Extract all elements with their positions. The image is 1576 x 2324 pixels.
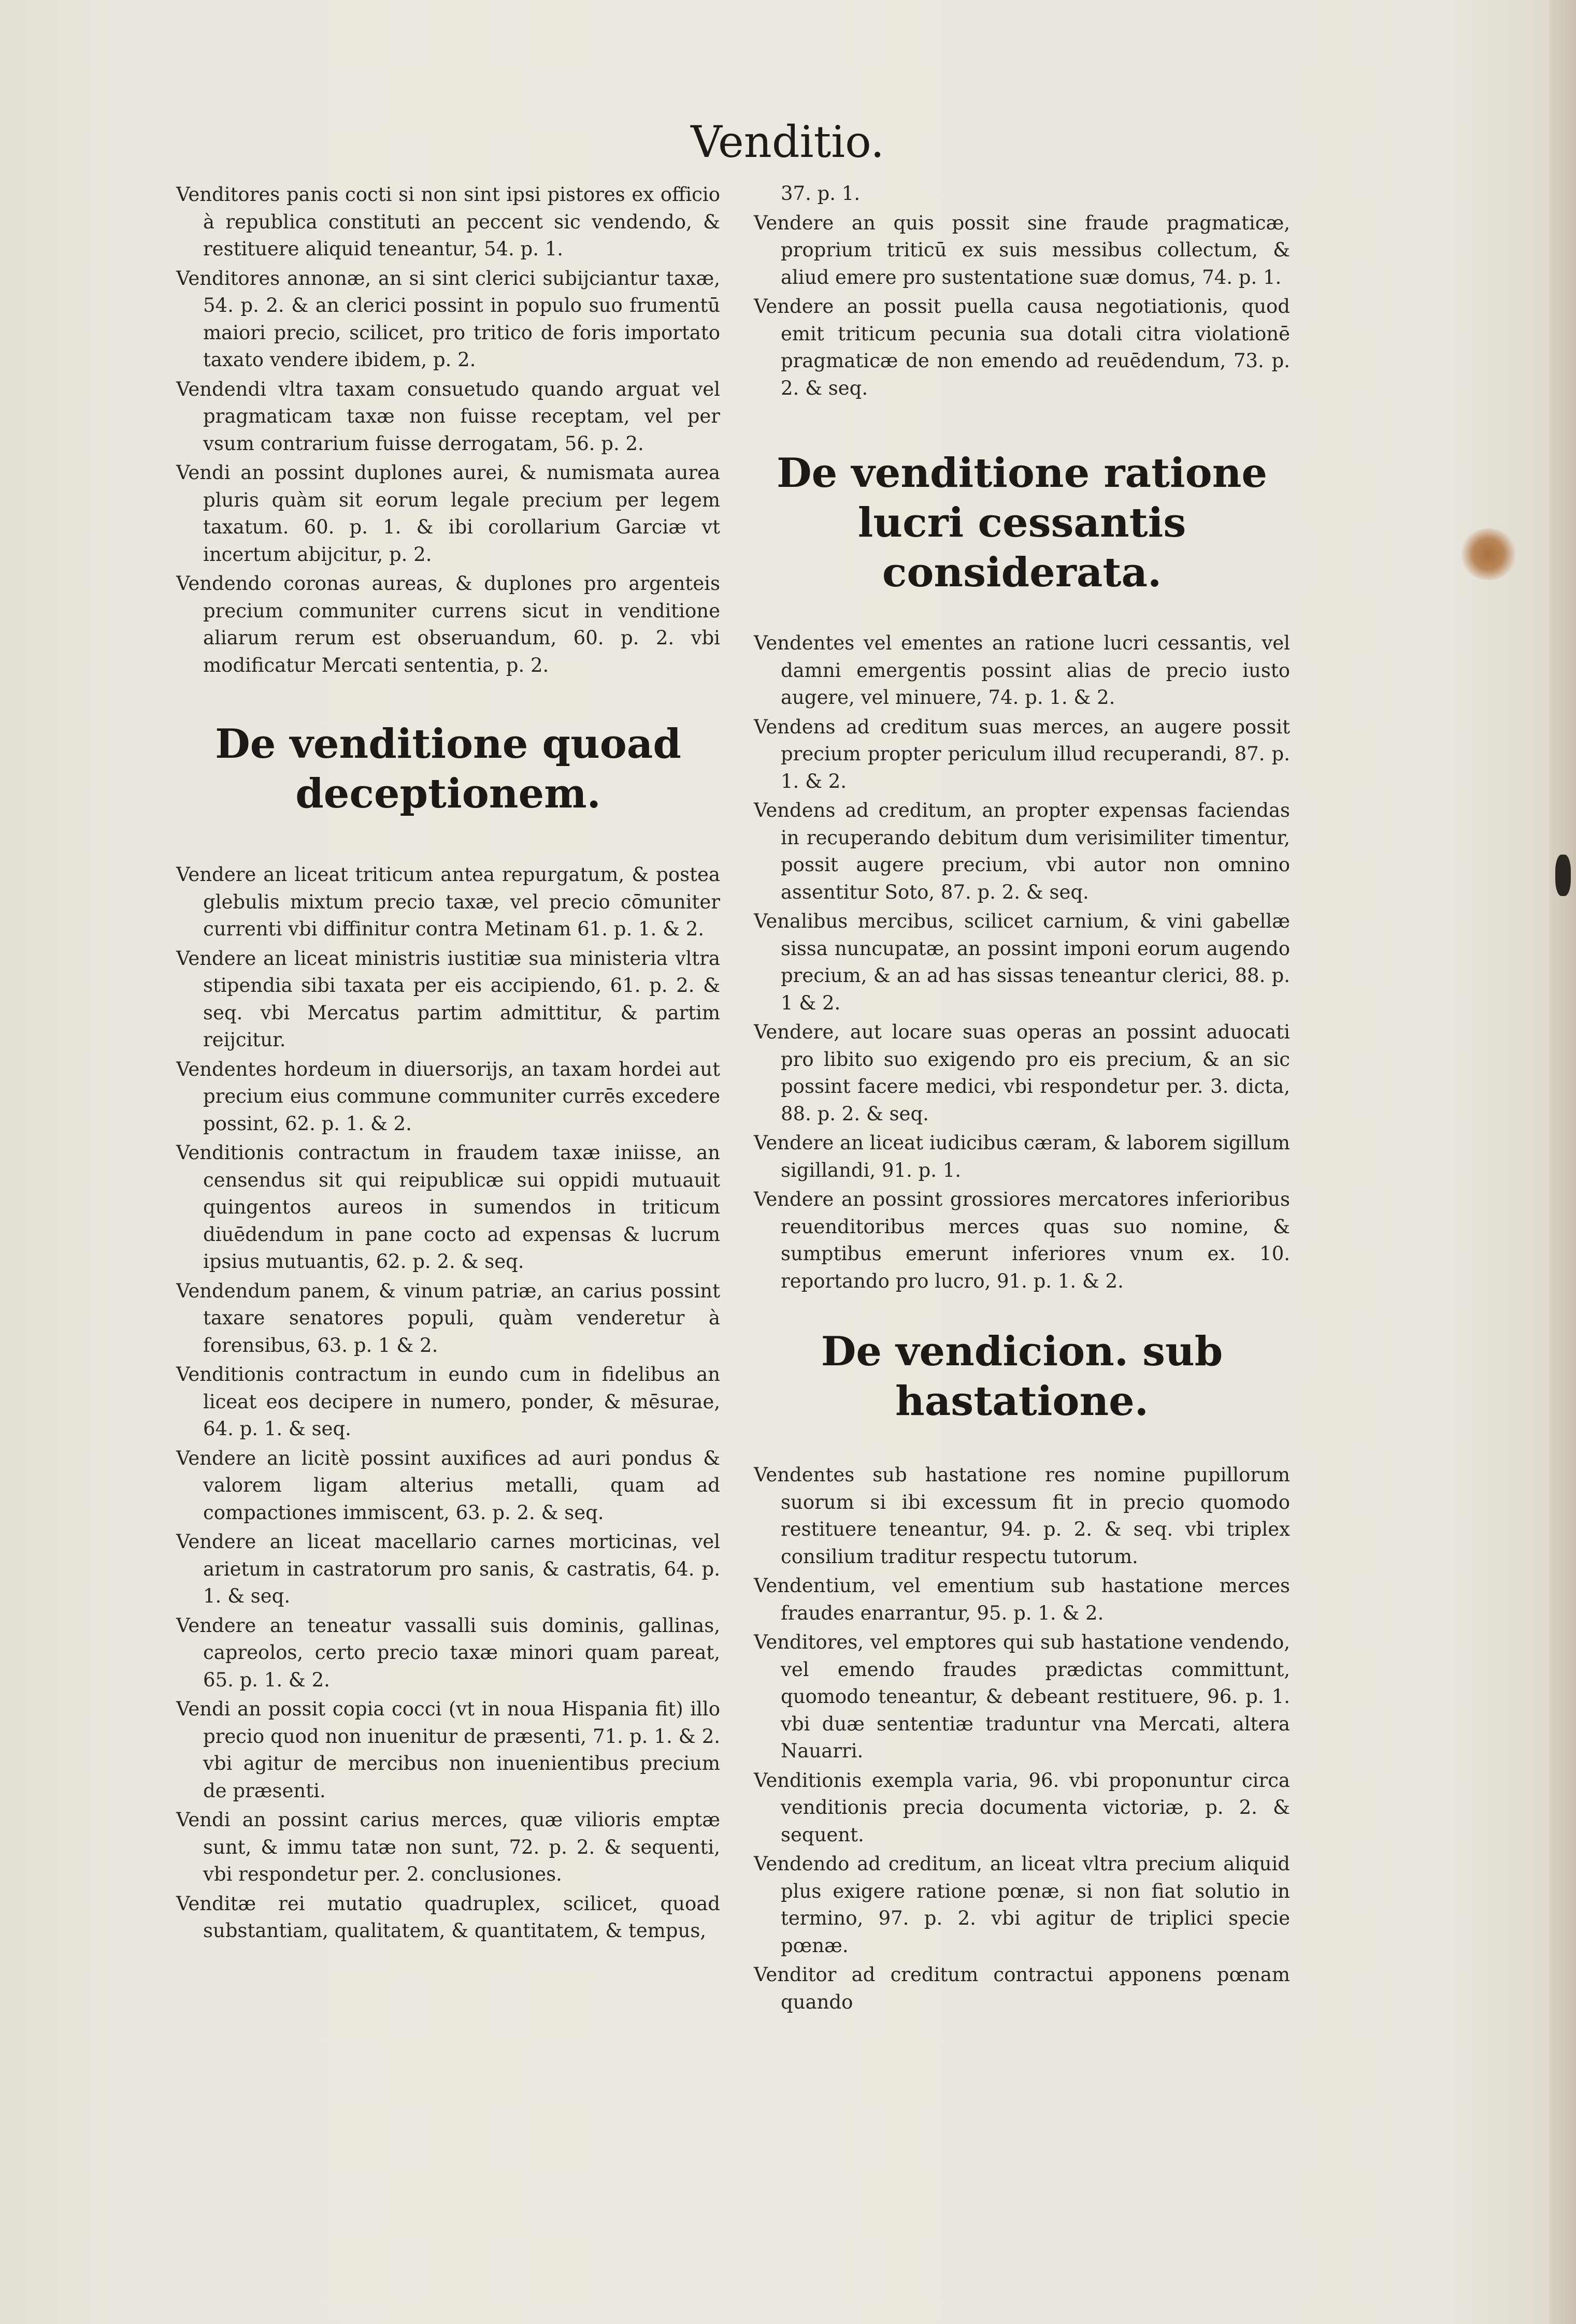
index-entry: Vendendo coronas aureas, & duplones pro argenteis precium communiter currens sicut in venditione aliarum rerum est obseruandum, 60. p. 2. vbi modificatur Mercati sententia, p. 2. <box>176 572 720 676</box>
index-entry: Venditionis contractum in fraudem taxæ iniisse, an censendus sit qui reipublicæ sui oppidi mutuauit quingentos aureos in sumendos in triticum diuēdendum in pane cocto ad expensas & lucrum ipsius mutuantis, 62. p. 2. & seq. <box>176 1142 720 1273</box>
index-entry: Vendere an liceat triticum antea repurgatum, & postea glebulis mixtum precio taxæ, vel precio cōmuniter currenti vbi diffinitur contra Metinam 61. p. 1. & 2. <box>176 863 720 940</box>
index-entry: Vendendi vltra taxam consuetudo quando arguat vel pragmaticam taxæ non fuisse receptam, vel per vsum contrarium fuisse derrogatam, 56. p. 2. <box>176 378 720 455</box>
index-entry: Vendentium, vel ementium sub hastatione merces fraudes enarrantur, 95. p. 1. & 2. <box>754 1575 1290 1624</box>
index-entry: Vendere an liceat ministris iustitiæ sua ministeria vltra stipendia sibi taxata per eis accipiendo, 61. p. 2. & seq. vbi Mercatus partim admittitur, & partim reijcitur. <box>176 947 720 1051</box>
index-entry: Venditores annonæ, an si sint clerici subijciantur taxæ, 54. p. 2. & an clerici possint in populo suo frumentū maiori precio, scilicet, pro tritico de foris importato taxato vendere ibidem, p. 2. <box>176 267 720 371</box>
index-entry: Venditionis exempla varia, 96. vbi proponuntur circa venditionis precia documenta victoriæ, p. 2. & sequent. <box>754 1769 1290 1846</box>
index-entry: Vendere an possint grossiores mercatores inferioribus reuenditoribus merces quas suo nomine, & sumptibus emerunt inferiores vnum ex. 10. reportando pro lucro, 91. p. 1. & 2. <box>754 1188 1290 1292</box>
index-entry: Vendere an possit puella causa negotiationis, quod emit triticum pecunia sua dotali citra violationē pragmaticæ de non emendo ad reuēdendum, 73. p. 2. & seq. <box>754 295 1290 399</box>
index-entry: Vendi an possint duplones aurei, & numismata aurea pluris quàm sit eorum legale precium per legem taxatum. 60. p. 1. & ibi corollarium Garciæ vt incertum abijcitur, p. 2. <box>176 461 720 566</box>
index-entry: Vendi an possint carius merces, quæ vilioris emptæ sunt, & immu tatæ non sunt, 72. p. 2. & sequenti, vbi respondetur per. 2. conclusiones. <box>176 1809 720 1885</box>
binding-hole <box>1555 855 1571 896</box>
index-entry: Vendere an licitè possint auxifices ad auri pondus & valorem ligam alterius metalli, quam ad compactiones immiscent, 63. p. 2. & seq. <box>176 1447 720 1524</box>
left-column <box>176 181 720 1947</box>
index-entry: Vendentes vel ementes an ratione lucri cessantis, vel damni emergentis possint alias de precio iusto augere, vel minuere, 74. p. 1. & 2. <box>754 632 1290 709</box>
index-entry: Vendere, aut locare suas operas an possint aduocati pro libito suo exigendo pro eis precium, & an sic possint facere medici, vbi respondetur per. 3. dicta, 88. p. 2. & seq. <box>754 1021 1290 1125</box>
index-entry: Vendens ad creditum suas merces, an augere possit precium propter periculum illud recuperandi, 87. p. 1. & 2. <box>754 715 1290 792</box>
foxing-stain <box>1460 528 1517 580</box>
index-entry: Venditæ rei mutatio quadruplex, scilicet, quoad substantiam, qualitatem, & quantitatem, & tempus, <box>176 1892 720 1942</box>
section-title-lucri-cessantis: De venditione ratione lucri cessantis considerata. <box>776 450 1268 596</box>
index-entry: Venalibus mercibus, scilicet carnium, & vini gabellæ sissa nuncupatæ, an possint imponi eorum augendo precium, & an ad has sissas teneantur clerici, 88. p. 1 & 2. <box>754 910 1290 1014</box>
running-head: Venditio. <box>691 117 884 167</box>
index-entry: Vendere an liceat macellario carnes morticinas, vel arietum in castratorum pro sanis, & castratis, 64. p. 1. & seq. <box>176 1531 720 1607</box>
index-entry: Venditionis contractum in eundo cum in fidelibus an liceat eos decipere in numero, ponder, & mēsurae, 64. p. 1. & seq. <box>176 1363 720 1440</box>
section-title-deceptionem: De venditione quoad deceptionem. <box>215 720 681 817</box>
index-entry: Vendere an teneatur vassalli suis dominis, gallinas, capreolos, certo precio taxæ minori quam pareat, 65. p. 1. & 2. <box>176 1614 720 1691</box>
right-column <box>754 180 1290 2018</box>
index-entry: Venditores, vel emptores qui sub hastatione vendendo, vel emendo fraudes prædictas committunt, quomodo teneantur, & debeant restituere, 96. p. 1. vbi duæ sententiæ traduntur vna Mercati, altera Nauarri. <box>754 1631 1290 1762</box>
left-entries-top <box>176 181 720 679</box>
right-entries-section-1 <box>754 630 1290 1295</box>
index-entry: Vendere an quis possit sine fraude pragmaticæ, proprium triticū ex suis messibus collectum, & aliud emere pro sustentatione suæ domus, 74. p. 1. <box>754 211 1290 288</box>
index-entry: Vendere an liceat iudicibus cæram, & laborem sigillum sigillandi, 91. p. 1. <box>754 1132 1290 1181</box>
section-title-hastatione: De vendicion. sub hastatione. <box>821 1328 1223 1425</box>
page-edge <box>1549 0 1576 2324</box>
index-entry: Venditor ad creditum contractui apponens pœnam quando <box>754 1964 1290 2013</box>
left-entries-section <box>176 861 720 1945</box>
right-entries-section-2 <box>754 1462 1290 2016</box>
index-entry: Vendentes hordeum in diuersorijs, an taxam hordei aut precium eius commune communiter currēs excedere possint, 62. p. 1. & 2. <box>176 1058 720 1135</box>
index-entry: Vendens ad creditum, an propter expensas faciendas in recuperando debitum dum verisimiliter timentur, possit augere precium, vbi autor non omnino assentitur Soto, 87. p. 2. & seq. <box>754 799 1290 903</box>
index-entry: Vendendum panem, & vinum patriæ, an carius possint taxare senatores populi, quàm venderetur à forensibus, 63. p. 1 & 2. <box>176 1279 720 1356</box>
right-entries-top <box>754 210 1290 402</box>
continuation-line: 37. p. 1. <box>781 182 861 205</box>
index-entry: Venditores panis cocti si non sint ipsi pistores ex officio à republica constituti an peccent sic vendendo, & restituere aliquid teneantur, 54. p. 1. <box>176 183 720 260</box>
index-entry: Vendendo ad creditum, an liceat vltra precium aliquid plus exigere ratione pœnæ, si non fiat solutio in termino, 97. p. 2. vbi agitur de triplici specie pœnæ. <box>754 1853 1290 1957</box>
index-entry: Vendentes sub hastatione res nomine pupillorum suorum si ibi excessum fit in precio quomodo restituere teneantur, 94. p. 2. & seq. vbi triplex consilium traditur respectu tutorum. <box>754 1464 1290 1568</box>
index-entry: Vendi an possit copia cocci (vt in noua Hispania fit) illo precio quod non inuenitur de præsenti, 71. p. 1. & 2. vbi agitur de mercibus non inuenientibus precium de præsenti. <box>176 1698 720 1802</box>
